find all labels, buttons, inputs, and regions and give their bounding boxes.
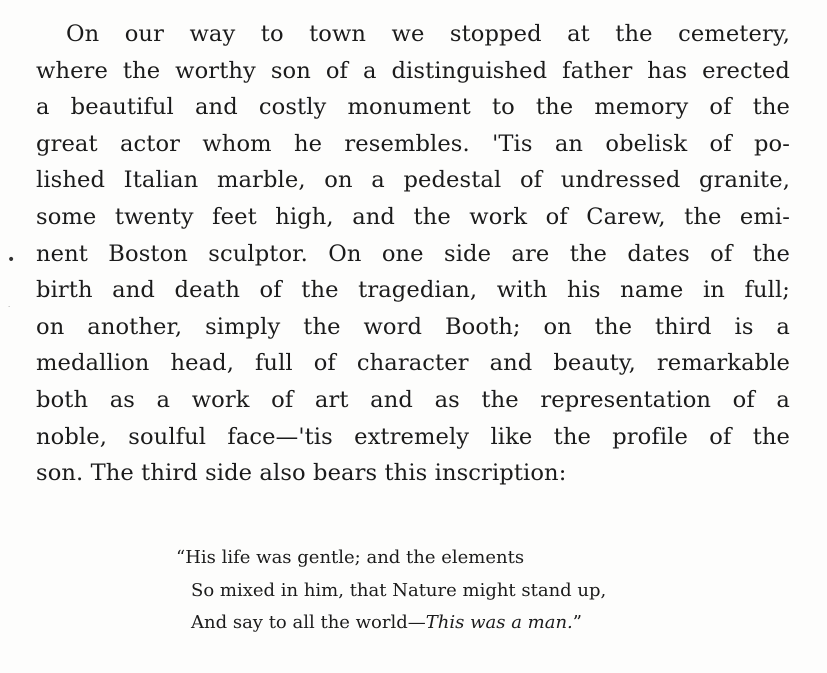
inscription-quote [176, 542, 736, 640]
paragraph-line: birth and death of the tragedian, with his name in full; [36, 277, 790, 304]
paragraph-line: on another, simply the word Booth; on the third is a [36, 313, 790, 340]
paragraph-line: great actor whom he resembles. 'Tis an obelisk of po- [36, 130, 790, 157]
quote-line: “His life was gentle; and the elements [176, 547, 525, 568]
paragraph-line: On our way to town we stopped at the cemetery, [66, 21, 790, 47]
paragraph-line: a beautiful and costly monument to the memory of the [36, 94, 790, 121]
closing-quote-mark: ” [572, 612, 582, 633]
margin-speck: · [8, 303, 11, 311]
paragraph-line: medallion head, full of character and beauty, remarkable [36, 350, 790, 377]
paragraph-line: son. The third side also bears this inscription: [36, 460, 567, 487]
quote-line: So mixed in him, that Nature might stand up, [191, 579, 607, 601]
paragraph-line: lished Italian marble, on a pedestal of undressed granite, [36, 167, 790, 194]
paragraph-line: some twenty feet high, and the work of Carew, the emi- [36, 203, 790, 230]
paragraph-line: both as a work of art and as the representation of a [36, 386, 790, 413]
quote-line [176, 607, 736, 640]
quote-emphasis: This was a man. [425, 612, 573, 633]
paragraph-line: noble, soulful face—'tis extremely like the profile of the [36, 423, 790, 450]
paragraph-line: where the worthy son of a distinguished father has erected [36, 57, 790, 84]
paragraph-line: nent Boston sculptor. On one side are the dates of the [36, 240, 790, 267]
quote-line-text: And say to all the world— [191, 612, 426, 633]
margin-mark: • [7, 252, 16, 268]
body-paragraph [36, 16, 790, 492]
